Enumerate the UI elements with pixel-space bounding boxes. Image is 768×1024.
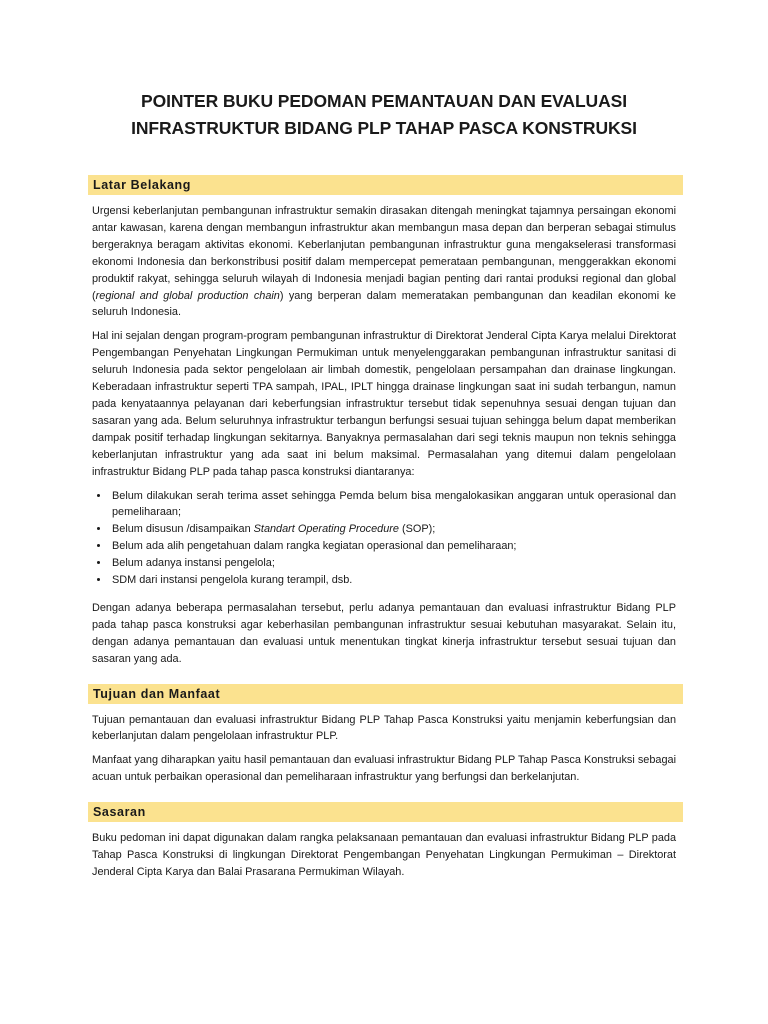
list-item: • Belum disusun /disampaikan Standart Operating Procedure (SOP); <box>110 521 676 538</box>
list-item: • SDM dari instansi pengelola kurang terampil, dsb. <box>110 572 676 589</box>
document-title <box>92 88 676 142</box>
paragraph: Hal ini sejalan dengan program-program pembangunan infrastruktur di Direktorat Jenderal Cipta Karya melalui Direktorat Pengembangan Penyehatan Lingkungan Permukiman untuk menyelenggarakan pembangunan infrastruktur sanitasi di seluruh Indonesia pada sektor pengelolaan air limbah domestik, pengelolaan persampahan dan drainase lingkungan. Keberadaan infrastruktur seperti TPA sampah, IPAL, IPLT hingga drainase lingkungan saat ini sudah terbangun, namun pada kenyataannya pelayanan dari keberfungsian infrastruktur tersebut tidak sepenuhnya sesuai dengan tujuan dan sasaran yang ada. Belum seluruhnya infrastruktur terbangun berfungsi sesuai tujuan sehingga belum dapat memberikan dampak positif terhadap lingkungan sekitarnya. Banyaknya permasalahan dari segi teknis maupun non teknis sehingga keberlanjutan infrastruktur yang ada saat ini belum maksimal. Permasalahan yang ditemui dalam pengelolaan infrastruktur Bidang PLP pada tahap pasca konstruksi diantaranya: <box>92 330 676 478</box>
list-item: • Belum ada alih pengetahuan dalam rangka kegiatan operasional dan pemeliharaan; <box>110 538 676 555</box>
list-item: • Belum dilakukan serah terima asset sehingga Pemda belum bisa mengalokasikan anggaran untuk operasional dan pemeliharaan; <box>110 488 676 522</box>
paragraph: Tujuan pemantauan dan evaluasi infrastruktur Bidang PLP Tahap Pasca Konstruksi yaitu menjamin keberfungsian dan keberlanjutan dalam pengelolaan infrastruktur PLP. <box>92 713 676 743</box>
section-heading-sasaran: Sasaran <box>88 802 683 822</box>
title-line-1: POINTER BUKU PEDOMAN PEMANTAUAN DAN EVALUASI <box>141 91 627 111</box>
paragraph: Buku pedoman ini dapat digunakan dalam rangka pelaksanaan pemantauan dan evaluasi infrastruktur Bidang PLP pada Tahap Pasca Konstruksi di lingkungan Direktorat Pengembangan Penyehatan Lingkungan Permukiman – Direktorat Jenderal Cipta Karya dan Balai Prasarana Permukiman Wilayah. <box>92 832 676 878</box>
paragraph: Urgensi keberlanjutan pembangunan infrastruktur semakin dirasakan ditengah meningkat tajamnya persaingan ekonomi antar kawasan, karena dengan membangun infrastruktur akan membangun masa depan dan berperan sebagai stimulus bergeraknya beragam aktivitas ekonomi. Keberlanjutan pembangunan infrastruktur guna mengakselerasi transformasi ekonomi Indonesia dan berkonstribusi positif dalam mempercepat pemerataan pembangunan, menggerakkan ekonomi produktif rakyat, sehingga seluruh wilayah di Indonesia menjadi bagian penting dari rantai produksi regional dan global (regional and global production chain) yang berperan dalam memeratakan pembangunan dan keadilan ekonomi ke seluruh Indonesia. <box>92 205 676 319</box>
title-line-2: INFRASTRUKTUR BIDANG PLP TAHAP PASCA KONSTRUKSI <box>131 118 637 138</box>
section-heading-tujuan-dan-manfaat: Tujuan dan Manfaat <box>88 684 683 704</box>
section-heading-latar-belakang: Latar Belakang <box>88 175 683 195</box>
paragraph: Manfaat yang diharapkan yaitu hasil pemantauan dan evaluasi infrastruktur Bidang PLP Tahap Pasca Konstruksi sebagai acuan untuk perbaikan operasional dan pemeliharaan infrastruktur yang berfungsi dan berkelanjutan. <box>92 754 676 784</box>
problem-list <box>92 488 676 589</box>
list-item: • Belum adanya instansi pengelola; <box>110 555 676 572</box>
paragraph: Dengan adanya beberapa permasalahan tersebut, perlu adanya pemantauan dan evaluasi infrastruktur Bidang PLP pada tahap pasca konstruksi agar keberhasilan pembangunan infrastruktur sesuai kebutuhan masyarakat. Selain itu, dengan adanya pemantauan dan evaluasi untuk menentukan tingkat kinerja infrastruktur tersebut sesuai tujuan dan sasaran yang ada. <box>92 601 676 665</box>
